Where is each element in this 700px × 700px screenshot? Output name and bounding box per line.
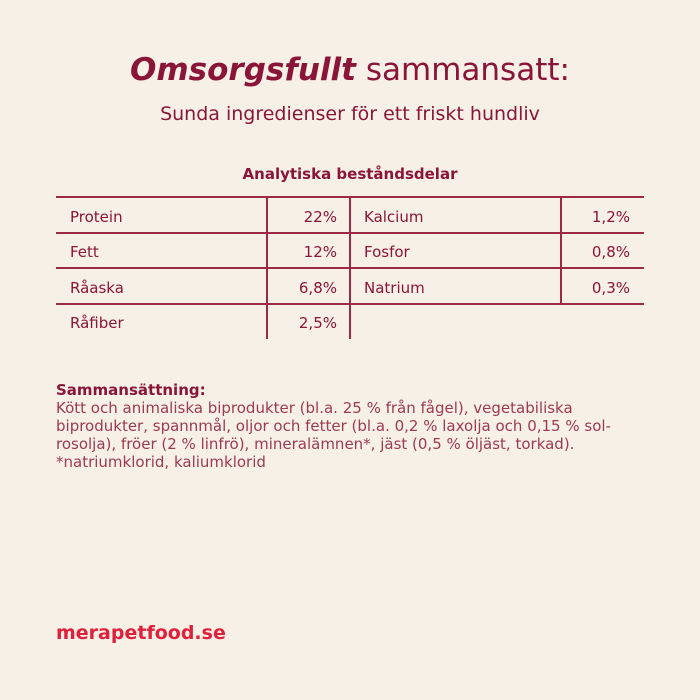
nutrient-name: Natrium	[364, 279, 425, 297]
nutrient-value: 1,2%	[591, 208, 630, 226]
nutrient-name: Fosfor	[364, 243, 410, 261]
nutrient-value: 2,5%	[298, 314, 337, 332]
title-emphasis: Omsorgsfullt	[130, 52, 356, 88]
analysis-table	[56, 196, 644, 341]
composition-line: rosolja), fröer (2 % linfrö), mineralämnen*, jäst (0,5 % öljäst, torkad).	[56, 435, 575, 453]
title-rest: sammansatt:	[356, 52, 570, 88]
nutrient-value: 22%	[303, 208, 337, 226]
website-link[interactable]: merapetfood.se	[56, 622, 226, 644]
page-subtitle: Sunda ingredienser för ett friskt hundliv	[160, 103, 540, 125]
composition-text	[56, 399, 656, 471]
analysis-heading: Analytiska beståndsdelar	[242, 165, 458, 183]
nutrient-value: 6,8%	[298, 279, 337, 297]
nutrient-value: 0,8%	[591, 243, 630, 261]
composition-line: biprodukter, spannmål, oljor och fetter (bl.a. 0,2 % laxolja och 0,15 % sol-	[56, 417, 611, 435]
nutrient-name: Kalcium	[364, 208, 424, 226]
nutrient-value: 12%	[303, 243, 337, 261]
nutrient-name: Råaska	[70, 279, 124, 297]
page-title	[0, 52, 700, 88]
nutrient-value: 0,3%	[591, 279, 630, 297]
composition-heading: Sammansättning:	[56, 381, 206, 399]
nutrient-name: Råfiber	[70, 314, 124, 332]
nutrient-name: Fett	[70, 243, 99, 261]
composition-line: Kött och animaliska biprodukter (bl.a. 25 % från fågel), vegetabiliska	[56, 399, 573, 417]
table-divider	[349, 196, 351, 339]
composition-line: *natriumklorid, kaliumklorid	[56, 453, 266, 471]
nutrient-name: Protein	[70, 208, 123, 226]
